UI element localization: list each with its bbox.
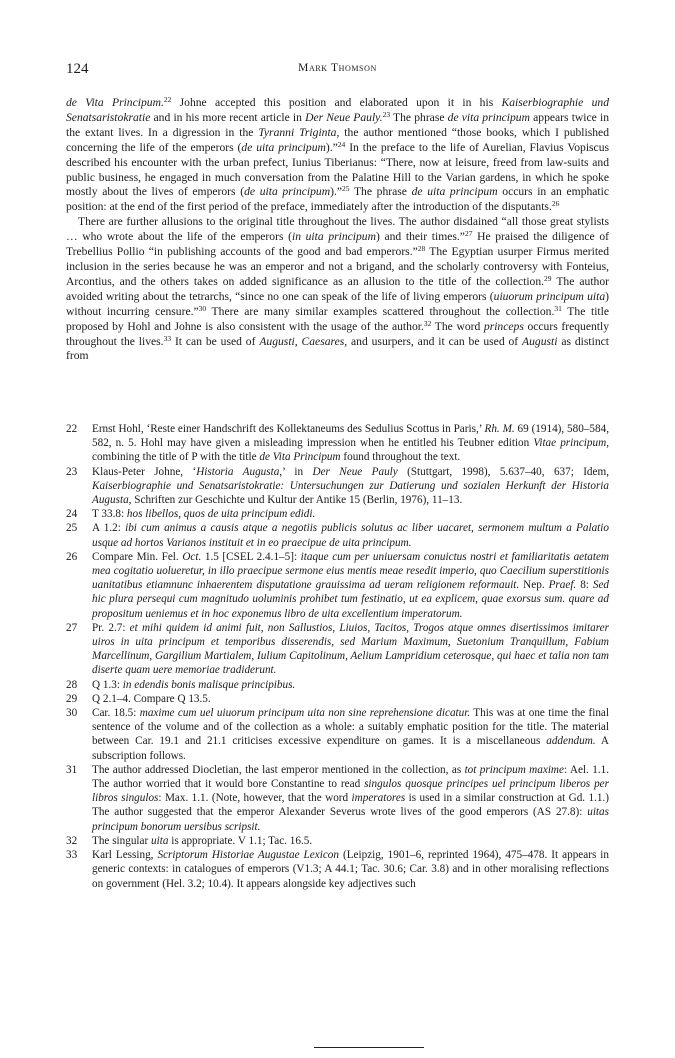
footnote-ref: 26 bbox=[551, 199, 560, 209]
italic-text: Vitae principum bbox=[533, 437, 607, 450]
footnote-26 bbox=[66, 550, 609, 621]
paragraph bbox=[66, 96, 609, 215]
page-header bbox=[66, 61, 609, 81]
footnote-number: 29 bbox=[66, 692, 78, 705]
italic-text: addendum. bbox=[546, 735, 596, 748]
text-run: Ernst Hohl, ‘Reste einer Handschrift des Kollektaneums des Sedulius Scottus in Paris,’ bbox=[92, 423, 485, 435]
footnote-text bbox=[92, 848, 609, 891]
footnote-number: 25 bbox=[66, 522, 78, 535]
footnote-25 bbox=[66, 521, 609, 549]
text-run: The author avoided writing about the tetrarchs, “since no one can speak of the life of living emperors ( bbox=[66, 274, 609, 303]
text-run: The word bbox=[431, 319, 484, 333]
text-run: A 1.2: bbox=[92, 522, 126, 535]
text-run: ).” bbox=[330, 185, 342, 199]
italic-text: Der Neue Pauly. bbox=[305, 110, 383, 124]
footnote-ref: 32 bbox=[423, 318, 432, 328]
footnote-32 bbox=[66, 834, 609, 848]
text-run: is used in a similar construction at Gd. 1.1.) The author suggested that the emperor Alexander Severus wrote lives of the good emperors (AS 27.8): bbox=[92, 792, 610, 819]
footnote-23 bbox=[66, 465, 609, 508]
text-run: Nep. bbox=[519, 579, 549, 592]
italic-text: Sed hic plura persequi cum magnitudo uoluminis prohibet tum festinatio, ut ea explicem, quae exorsus sum. quare ad propositum ueniemus et in hoc exponemus libro de uita excellentium imperatorum. bbox=[92, 579, 610, 620]
footnote-number: 31 bbox=[66, 763, 78, 776]
italic-text: itaque cum per uniuersam conuictus nostri et familiaritatis aetatem mea cogitatio uolueretur, in illo praecipue sermone eius mentis meae resedit imperio, quo Caecilium superstitionis uanitatibus etiamnunc inhaerentem disputatione grauissima ad ueram religionem reformauit. bbox=[92, 550, 609, 592]
body-text bbox=[66, 96, 609, 364]
text-run: Johne accepted this position and elaborated upon it in his bbox=[171, 96, 502, 109]
italic-text: imperatores bbox=[351, 792, 406, 805]
text-run: ,’ in bbox=[279, 465, 313, 478]
italic-text: uiuorum principum uita bbox=[493, 289, 606, 303]
footnote-ref: 23 bbox=[382, 109, 391, 119]
footnote-ref: 30 bbox=[198, 303, 207, 313]
italic-text: et mihi quidem id animi fuit, non Sallustios, Liuios, Tacitos, Trogos atque omnes disertissimos imitarer uiros in uita principum et temporibus disserendis, sed Marium Maximum, Suetonium Tranquillum, Fabium Marcellinum, Gargilium Martialem, Iulium Capitolinum, Aelium Lampridium ceterosque, qui haec et talia non tam diserte quam uere memoriae tradiderunt. bbox=[92, 621, 609, 677]
text-run: occurs in an emphatic position: at the end of the first period of the preface, immediately after the introduction of the disputants. bbox=[66, 185, 610, 214]
italic-text: in edendis bonis malisque principibus. bbox=[122, 678, 296, 691]
text-run: as distinct from bbox=[66, 334, 609, 363]
italic-text: Rh. M. bbox=[484, 423, 515, 435]
footnotes bbox=[66, 422, 609, 891]
text-run: appears twice in the extant lives. In a digression in the bbox=[66, 110, 610, 139]
text-run: 69 (1914), 580–584, 582, n. 5. Hohl may have given a misleading impression when he entitled his Teubner edition bbox=[92, 423, 609, 450]
footnote-number: 23 bbox=[66, 465, 78, 478]
text-run: The singular bbox=[92, 834, 152, 847]
footnote-text bbox=[92, 422, 609, 465]
footnote-31 bbox=[66, 763, 609, 834]
footnote-text bbox=[92, 692, 609, 706]
text-run: Q 1.3: bbox=[92, 678, 123, 691]
text-run: 8: bbox=[576, 579, 593, 592]
text-run: Klaus-Peter Johne, ‘ bbox=[92, 465, 197, 478]
footnote-number: 24 bbox=[66, 508, 78, 521]
italic-text: Tyranni Triginta bbox=[258, 125, 337, 139]
footnote-text bbox=[92, 550, 609, 621]
italic-text: Scriptorum Historiae Augustae Lexicon bbox=[157, 849, 339, 862]
text-run: and in his more recent article in bbox=[150, 110, 306, 124]
text-run: ) and their times.” bbox=[375, 230, 465, 244]
footnote-text bbox=[92, 678, 609, 692]
footnote-24 bbox=[66, 507, 609, 521]
italic-text: Kaiserbiographie und Senatsaristokratie: Untersuchungen zur Datierung und sozialen Herkunft der Historia Augusta bbox=[92, 479, 609, 507]
italic-text: de Vita Principum bbox=[259, 451, 341, 464]
text-run: (Leipzig, 1901–6, reprinted 1964), 475–478. It appears in generic contexts: in catalogues of emperors (V1.3; A 44.1; Tac. 30.6; Car. 3.8) and in other moralising reflections on government (Hel. 3.2; 10.4). It appears alongside key adjectives such bbox=[92, 849, 610, 890]
italic-text: Historia Augusta bbox=[196, 465, 280, 478]
text-run: T 33.8: bbox=[92, 508, 127, 521]
footnote-ref: 33 bbox=[163, 333, 172, 343]
text-run: There are many similar examples scattered throughout the collection. bbox=[206, 304, 555, 318]
text-run: is appropriate. V 1.1; Tac. 16.5. bbox=[168, 834, 313, 847]
italic-text: princeps bbox=[483, 319, 524, 333]
text-run: occurs frequently throughout the lives. bbox=[66, 319, 609, 348]
footnote-33 bbox=[66, 848, 609, 891]
text-run: , combining the title of P with the title bbox=[92, 437, 609, 464]
text-run: ).” bbox=[325, 140, 338, 154]
italic-text: Oct. bbox=[182, 550, 202, 563]
paragraph bbox=[66, 215, 609, 364]
text-run: There are further allusions to the original title throughout the lives. The author disdained “all those great stylists … who wrote about the life of the emperors ( bbox=[66, 215, 609, 244]
text-run: The author addressed Diocletian, the last emperor mentioned in the collection, as bbox=[92, 763, 465, 776]
footnote-text bbox=[92, 621, 609, 678]
text-run: He praised the diligence of Trebellius Pollio “in publishing accounts of the good and bad emperors.” bbox=[66, 230, 609, 259]
italic-text: de uita principum bbox=[241, 140, 326, 154]
text-run: The phrase bbox=[390, 110, 448, 124]
footnote-27 bbox=[66, 621, 609, 678]
footnote-ref: 28 bbox=[417, 244, 426, 254]
page-number: 124 bbox=[66, 61, 89, 77]
footnote-number: 33 bbox=[66, 849, 78, 862]
footnote-ref: 22 bbox=[163, 95, 172, 104]
italic-text: uita bbox=[151, 834, 169, 847]
footnote-number: 30 bbox=[66, 707, 78, 720]
footnote-text bbox=[92, 763, 609, 834]
text-run: Car. 18.5: bbox=[92, 707, 140, 720]
footnote-ref: 29 bbox=[544, 273, 552, 283]
text-run: In the preface to the life of Aurelian, Flavius Vopiscus described his encounter with the urban prefect, Iunius Tiberianus: “There, now at leisure, freed from law-suits and public business, he engaged in much conversation from the Palatine Hill to the Varian gardens, in which he spoke mostly about the lives of emperors ( bbox=[66, 140, 610, 199]
footnote-number: 32 bbox=[66, 834, 78, 847]
text-run: : Max. 1.1. (Note, however, that the word bbox=[158, 792, 352, 805]
text-run: The title proposed by Hohl and Johne is also consistent with the usage of the author. bbox=[66, 304, 609, 333]
text-run: Q 2.1–4. Compare Q 13.5. bbox=[92, 692, 211, 705]
page-bottom-rule bbox=[314, 1047, 424, 1048]
running-head: Mark Thomson bbox=[298, 62, 377, 74]
italic-text: Praef. bbox=[548, 579, 577, 592]
text-run: Karl Lessing, bbox=[92, 849, 158, 862]
text-run: The phrase bbox=[349, 185, 412, 199]
footnote-28 bbox=[66, 678, 609, 692]
italic-text: de Vita Principum. bbox=[66, 96, 164, 109]
text-run: ) without incurring censure.” bbox=[66, 289, 609, 318]
footnote-number: 26 bbox=[66, 550, 78, 563]
footnote-ref: 31 bbox=[554, 303, 562, 313]
footnote-ref: 25 bbox=[342, 184, 350, 194]
italic-text: uitas principum bonorum uersibus scripsit. bbox=[92, 806, 609, 833]
footnote-text bbox=[92, 521, 609, 549]
italic-text: ibi cum animus a causis atque a negotiis publicis solutus ac liber uacaret, sermonem multum a Palatio usque ad hortos Varianos instituit et in eo praecipue de uita principum. bbox=[92, 522, 609, 549]
italic-text: singulos quosque principes uel principum liberos per libros singulos bbox=[92, 778, 609, 805]
text-run: A subscription follows. bbox=[92, 735, 609, 762]
italic-text: tot principum maxime bbox=[464, 763, 564, 776]
footnote-number: 27 bbox=[66, 621, 78, 634]
footnote-22 bbox=[66, 422, 609, 465]
footnote-text bbox=[92, 834, 609, 848]
text-run: 1.5 [CSEL 2.4.1–5]: bbox=[201, 550, 301, 563]
footnote-ref: 24 bbox=[337, 139, 346, 149]
footnote-number: 22 bbox=[66, 423, 78, 435]
footnote-ref: 27 bbox=[464, 229, 473, 239]
italic-text: hos libellos, quos de uita principum edidi. bbox=[126, 508, 316, 521]
text-run: The Egyptian usurper Firmus merited inclusion in the series because he was an emperor and not a brigand, and the scholarly controversy with Fonteius, Arcontius, and the others takes on added significance as an allusion to the title of the collection. bbox=[66, 245, 610, 288]
italic-text: Der Neue Pauly bbox=[312, 465, 398, 478]
italic-text: de uita principum bbox=[244, 185, 331, 199]
text-run: found throughout the text. bbox=[340, 451, 461, 464]
text-run: This was at one time the final sentence of the volume and of the collection as a whole: a suitably emphatic position for the title. The material between Car. 19.1 and 21.1 criticises excessive expenditure on games. It is a miscellaneous bbox=[92, 707, 609, 748]
footnote-text bbox=[92, 507, 609, 521]
footnote-number: 28 bbox=[66, 678, 78, 691]
italic-text: Augusti, Caesares, bbox=[259, 334, 348, 348]
footnote-text bbox=[92, 465, 609, 508]
footnote-text bbox=[92, 706, 609, 763]
text-run: (Stuttgart, 1998), 5.637–40, 637; Idem, bbox=[397, 465, 609, 478]
text-run: : Ael. 1.1. The author worried that it would bore Constantine to read bbox=[92, 763, 610, 791]
text-run: , the author mentioned “those books, which I published concerning the life of the emperors ( bbox=[66, 125, 609, 154]
footnote-29 bbox=[66, 692, 609, 706]
italic-text: in uita principum bbox=[291, 230, 376, 244]
italic-text: Kaiserbiographie und Senatsaristokratie bbox=[66, 96, 609, 124]
text-run: and usurpers, and it can be used of bbox=[347, 334, 523, 348]
text-run: It can be used of bbox=[171, 334, 260, 348]
footnote-30 bbox=[66, 706, 609, 763]
text-run: Compare Min. Fel. bbox=[92, 550, 183, 563]
italic-text: de vita principum bbox=[447, 110, 530, 124]
text-run: , Schriften zur Geschichte und Kultur der Antike 15 (Berlin, 1976), 11–13. bbox=[128, 494, 463, 507]
italic-text: Augusti bbox=[522, 334, 558, 348]
italic-text: de uita principum bbox=[411, 185, 498, 199]
italic-text: maxime cum uel uiuorum principum uita non sine reprehensione dicatur. bbox=[139, 707, 471, 720]
text-run: Pr. 2.7: bbox=[92, 621, 130, 634]
